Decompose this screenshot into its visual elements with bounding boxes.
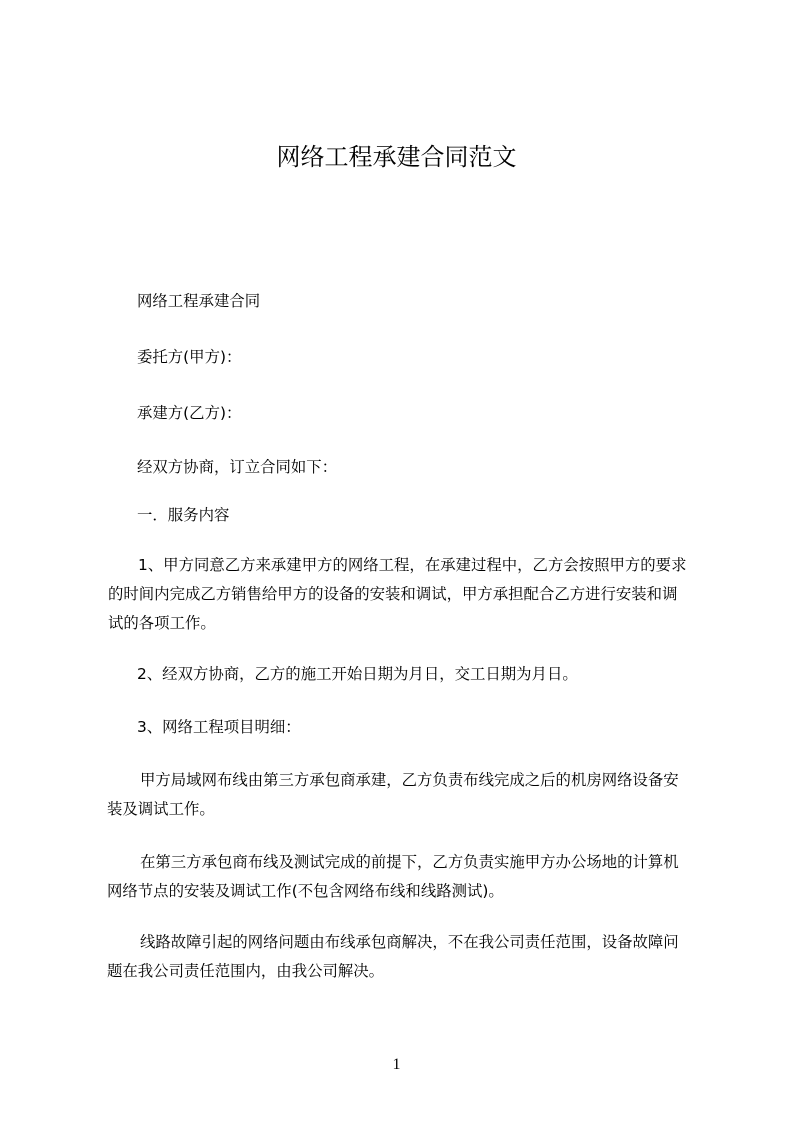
paragraph-party-b — [107, 399, 741, 428]
text-line: 试的各项工作。 — [108, 614, 216, 632]
paragraph-agreement — [107, 453, 741, 482]
text-line: 委托方(甲方)： — [137, 348, 242, 366]
paragraph-clause-1 — [108, 551, 712, 638]
text-line: 的时间内完成乙方销售给甲方的设备的安装和调试，甲方承担配合乙方进行安装和调 — [108, 585, 678, 603]
page-number: 1 — [392, 1056, 401, 1073]
text-line: 2、经双方协商，乙方的施工开始日期为月日，交工日期为月日。 — [137, 665, 578, 683]
paragraph-fault-responsibility — [107, 928, 711, 986]
section-heading-service — [107, 501, 741, 530]
text-line: 题在我公司责任范围内，由我公司解决。 — [107, 962, 385, 980]
paragraph-node-installation — [107, 848, 711, 906]
text-line: 在第三方承包商布线及测试完成的前提下，乙方负责实施甲方办公场地的计算机 — [140, 853, 679, 871]
text-line: 网络节点的安装及调试工作(不包含网络布线和线路测试)。 — [107, 882, 504, 900]
paragraph-clause-2 — [107, 660, 741, 689]
text-line: 1、甲方同意乙方来承建甲方的网络工程，在承建过程中，乙方会按照甲方的要求 — [138, 556, 687, 574]
text-line: 经双方协商，订立合同如下： — [137, 458, 338, 476]
paragraph-party-a — [107, 343, 741, 372]
text-line: 装及调试工作。 — [107, 800, 215, 818]
paragraph-clause-3 — [107, 713, 741, 742]
text-line: 甲方局域网布线由第三方承包商承建，乙方负责布线完成之后的机房网络设备安 — [140, 771, 679, 789]
text-line: 网络工程承建合同 — [137, 292, 261, 310]
text-line: 3、网络工程项目明细： — [137, 718, 301, 736]
text-line: 一．服务内容 — [137, 506, 230, 524]
text-line: 承建方(乙方)： — [137, 404, 242, 422]
paragraph-cabling — [107, 766, 711, 824]
text-line: 线路故障引起的网络问题由布线承包商解决，不在我公司责任范围，设备故障问 — [140, 933, 679, 951]
paragraph-contract-name — [107, 287, 741, 316]
document-title: 网络工程承建合同范文 — [276, 143, 517, 171]
